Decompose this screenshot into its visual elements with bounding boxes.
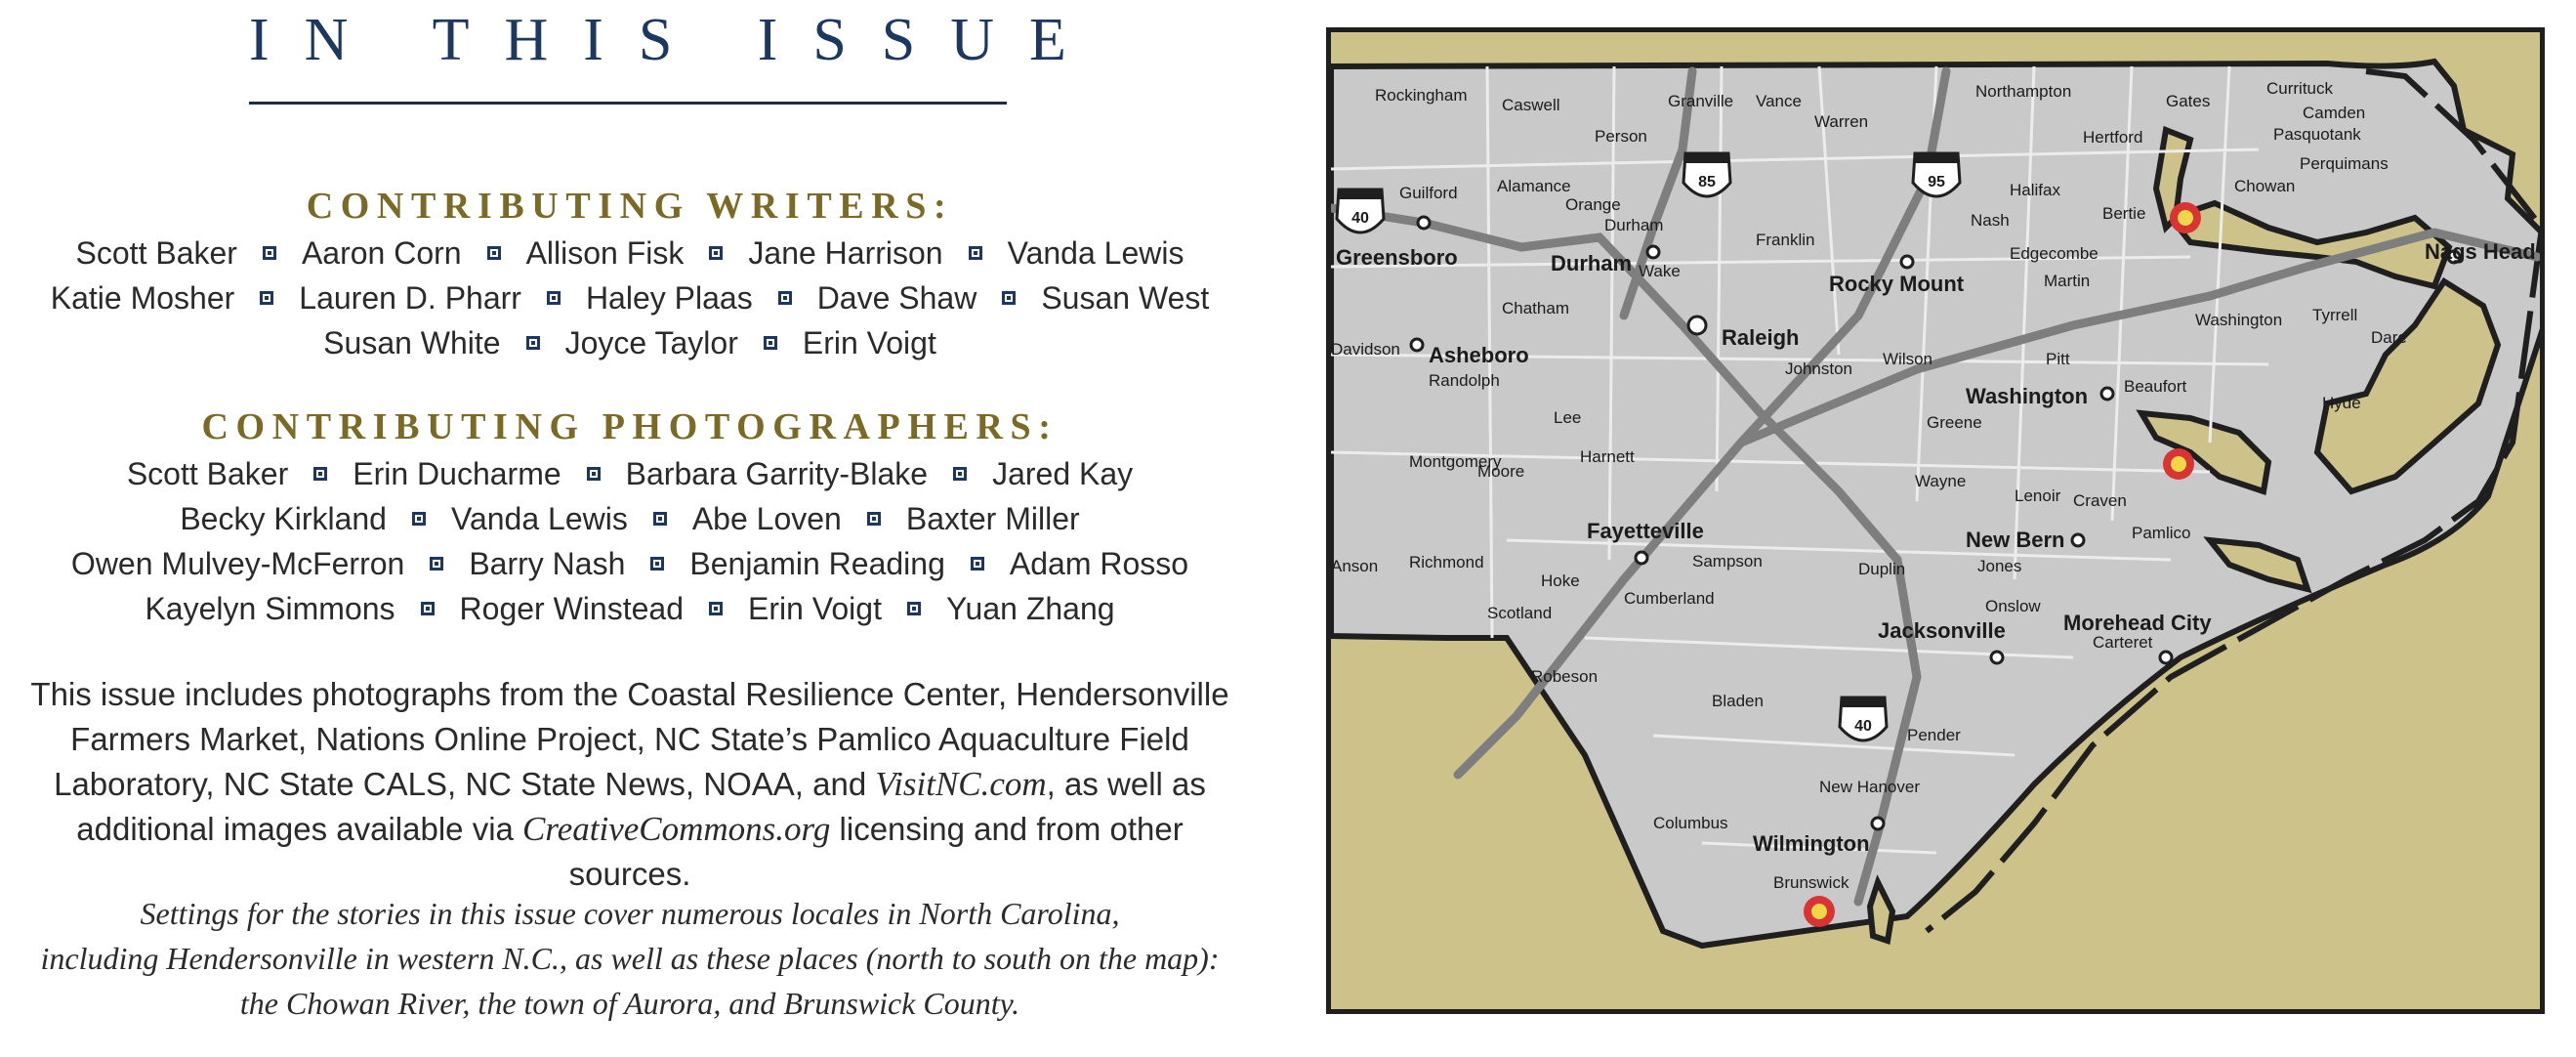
county-label: Bladen [1712,692,1764,710]
square-bullet-icon [969,246,982,260]
contributor-name: Abe Loven [691,500,842,536]
county-label: Lee [1554,408,1582,427]
county-label: Carteret [2093,633,2153,652]
city-dot-icon [2160,652,2172,663]
county-label: Tyrrell [2312,306,2358,324]
contributor-name: Scott Baker [75,234,237,271]
name-line [0,231,1260,275]
city-dot-icon [1418,217,1430,229]
county-label: Pender [1907,726,1961,744]
county-label: Franklin [1756,231,1815,249]
city-dot-icon [2101,388,2113,400]
county-label: Scotland [1487,604,1553,622]
city-dot-icon [1872,818,1884,829]
city-label: Durham [1551,251,1633,275]
county-label: Craven [2073,491,2127,510]
county-label: Wake [1639,262,1681,280]
county-label: Davidson [1331,340,1400,359]
contributor-name: Owen Mulvey-McFerron [70,545,405,581]
county-label: Sampson [1692,552,1763,571]
interstate-number: 95 [1928,174,1945,190]
county-label: Vance [1756,92,1802,110]
contributor-name: Kayelyn Simmons [145,590,395,626]
credits-text-3: licensing and from other sources. [568,811,1184,892]
county-label: Columbus [1653,814,1728,832]
city-label: Nags Head [2425,239,2536,264]
contributor-name: Allison Fisk [525,234,685,271]
county-label: Hyde [2322,394,2361,412]
contributor-name: Jane Harrison [748,234,943,271]
settings-line: including Hendersonville in western N.C., as well as these places (north to south on the map): [40,941,1220,976]
city-dot-icon [1901,256,1913,268]
title-rule [249,102,1007,105]
county-label: Currituck [2266,79,2334,98]
issue-info-panel [0,0,1260,1057]
county-label: Robeson [1531,667,1599,686]
contributor-name: Haley Plaas [585,279,753,316]
county-label: Durham [1604,216,1664,234]
county-label: Hertford [2083,128,2143,147]
contributor-name: Erin Ducharme [353,455,561,491]
contributor-name: Vanda Lewis [1007,234,1184,271]
contributor-name: Lauren D. Pharr [299,279,521,316]
county-label: Onslow [1985,597,2041,615]
city-label: Wilmington [1753,831,1870,856]
contributor-name: Adam Rosso [1009,545,1189,581]
county-label: Greene [1927,413,1982,432]
county-label: Alamance [1497,177,1571,195]
settings-line: Settings for the stories in this issue cover numerous locales in North Carolina, [140,896,1120,931]
county-label: Duplin [1858,560,1906,578]
square-bullet-icon [867,512,881,526]
contributor-name: Katie Mosher [50,279,235,316]
interstate-number: 40 [1854,718,1872,735]
square-bullet-icon [526,336,540,350]
city-dot-icon [1411,339,1423,351]
settings-note [20,891,1240,1026]
creativecommons-link[interactable]: CreativeCommons.org [522,810,831,848]
county-label: Dare [2371,328,2407,347]
contributor-name: Roger Winstead [459,590,684,626]
county-label: Wayne [1915,472,1967,490]
square-bullet-icon [421,602,435,615]
name-line [0,586,1260,631]
interstate-shield-icon [1913,153,1960,196]
county-label: Camden [2303,104,2366,122]
county-label: Person [1595,127,1647,146]
contributor-name: Barbara Garrity-Blake [625,455,929,491]
county-label: Jones [1977,557,2022,575]
name-line [0,320,1260,365]
name-line [0,541,1260,586]
photo-credits-paragraph [20,672,1240,897]
square-bullet-icon [709,602,723,615]
square-bullet-icon [313,467,327,481]
square-bullet-icon [430,557,443,571]
settings-line: the Chowan River, the town of Aurora, and Brunswick County. [239,986,1020,1021]
county-label: Anson [1331,557,1379,575]
county-label: Johnston [1785,359,1852,378]
contributor-name: Vanda Lewis [450,500,628,536]
contributor-name: Susan West [1041,279,1210,316]
credits-text-2: , as well as additional images available via [76,766,1206,847]
photographers-list [0,451,1260,631]
interstate-number: 85 [1698,174,1716,190]
contributor-name: Yuan Zhang [945,590,1115,626]
square-bullet-icon [907,602,921,615]
page-title: IN THIS ISSUE [249,7,1101,73]
county-label: Hoke [1541,571,1580,590]
county-label: Rockingham [1375,86,1468,105]
contributor-name: Susan White [323,324,501,360]
square-bullet-icon [487,246,501,260]
name-line [0,275,1260,320]
county-label: Granville [1668,92,1734,110]
city-label: Greensboro [1336,245,1458,270]
county-label: Chatham [1502,299,1569,317]
city-dot-icon [2072,534,2084,546]
interstate-number: 40 [1351,210,1369,227]
county-label: Chowan [2234,177,2296,195]
contributor-name: Scott Baker [126,455,289,491]
county-label: Northampton [1975,82,2072,101]
county-label: Wilson [1883,350,1933,368]
county-label: Gates [2166,92,2211,110]
city-dot-icon [1647,246,1659,258]
contributor-name: Becky Kirkland [180,500,387,536]
county-label: Pasquotank [2273,125,2361,144]
photographers-heading: CONTRIBUTING PHOTOGRAPHERS: [201,406,1059,447]
county-label: Nash [1971,211,2010,230]
city-label: Raleigh [1722,325,1800,350]
writers-heading: CONTRIBUTING WRITERS: [306,186,954,227]
nc-map [1326,27,2545,1014]
contributor-name: Joyce Taylor [564,324,738,360]
square-bullet-icon [650,557,664,571]
city-label: Fayetteville [1587,519,1704,543]
contributor-name: Jared Kay [992,455,1134,491]
county-label: Harnett [1580,447,1635,466]
county-label: Beaufort [2124,377,2187,396]
square-bullet-icon [653,512,667,526]
county-label: Caswell [1502,96,1560,114]
contributor-name: Barry Nash [469,545,626,581]
city-dot-icon [1636,552,1647,564]
county-label: Brunswick [1773,873,1849,892]
contributor-name: Benjamin Reading [689,545,945,581]
county-label: Pamlico [2132,524,2191,542]
interstate-shield-icon [1683,153,1730,196]
contributor-name: Erin Voigt [747,590,882,626]
county-label: Lenoir [2015,486,2061,505]
county-label: Montgomery [1409,452,1502,471]
location-marker-icon [2170,202,2201,233]
contributor-name: Dave Shaw [816,279,977,316]
square-bullet-icon [263,246,276,260]
city-label: Jacksonville [1878,618,2006,643]
nc-map-svg [1331,32,2540,1009]
county-label: Bertie [2102,204,2146,223]
contributor-name: Erin Voigt [802,324,936,360]
city-dot-icon [1688,317,1706,334]
county-label: Halifax [2010,181,2060,199]
county-label: Warren [1814,112,1869,131]
city-dot-icon [1991,652,2003,663]
name-line [0,496,1260,541]
county-label: Cumberland [1624,589,1715,608]
contributor-name: Aaron Corn [301,234,462,271]
square-bullet-icon [953,467,967,481]
county-label: Perquimans [2300,154,2389,173]
square-bullet-icon [412,512,426,526]
location-marker-icon [1804,896,1835,927]
county-label: Guilford [1399,184,1458,202]
county-label: Pitt [2046,350,2070,368]
square-bullet-icon [1002,291,1016,305]
square-bullet-icon [587,467,601,481]
city-label: Morehead City [2063,611,2212,635]
city-label: Asheboro [1429,343,1529,367]
square-bullet-icon [260,291,273,305]
name-line [0,451,1260,496]
square-bullet-icon [709,246,723,260]
contributor-name: Baxter Miller [905,500,1080,536]
county-label: Washington [2195,311,2283,329]
city-label: New Bern [1966,528,2065,552]
writers-list [0,231,1260,365]
visitnc-link[interactable]: VisitNC.com [875,765,1047,803]
interstate-shield-icon [1840,698,1887,740]
square-bullet-icon [547,291,561,305]
square-bullet-icon [764,336,777,350]
location-marker-icon [2163,448,2194,480]
county-label: Edgecombe [2010,244,2098,263]
county-label: New Hanover [1819,778,1920,796]
county-label: Moore [1477,462,1525,481]
county-label: Martin [2044,272,2091,290]
interstate-shield-icon [1337,190,1384,233]
city-label: Rocky Mount [1829,272,1965,296]
square-bullet-icon [778,291,792,305]
county-label: Orange [1565,195,1621,214]
square-bullet-icon [971,557,984,571]
county-label: Richmond [1409,553,1484,571]
city-label: Washington [1966,384,2089,408]
credits-text-1: This issue includes photographs from the Coastal Resilience Center, Hendersonville Farmers Market, Nations Online Project, NC State’s Pamlico Aquaculture Field Laboratory, NC State CALS, NC State News, NOAA, and [30,676,1229,802]
county-label: Randolph [1429,371,1500,390]
